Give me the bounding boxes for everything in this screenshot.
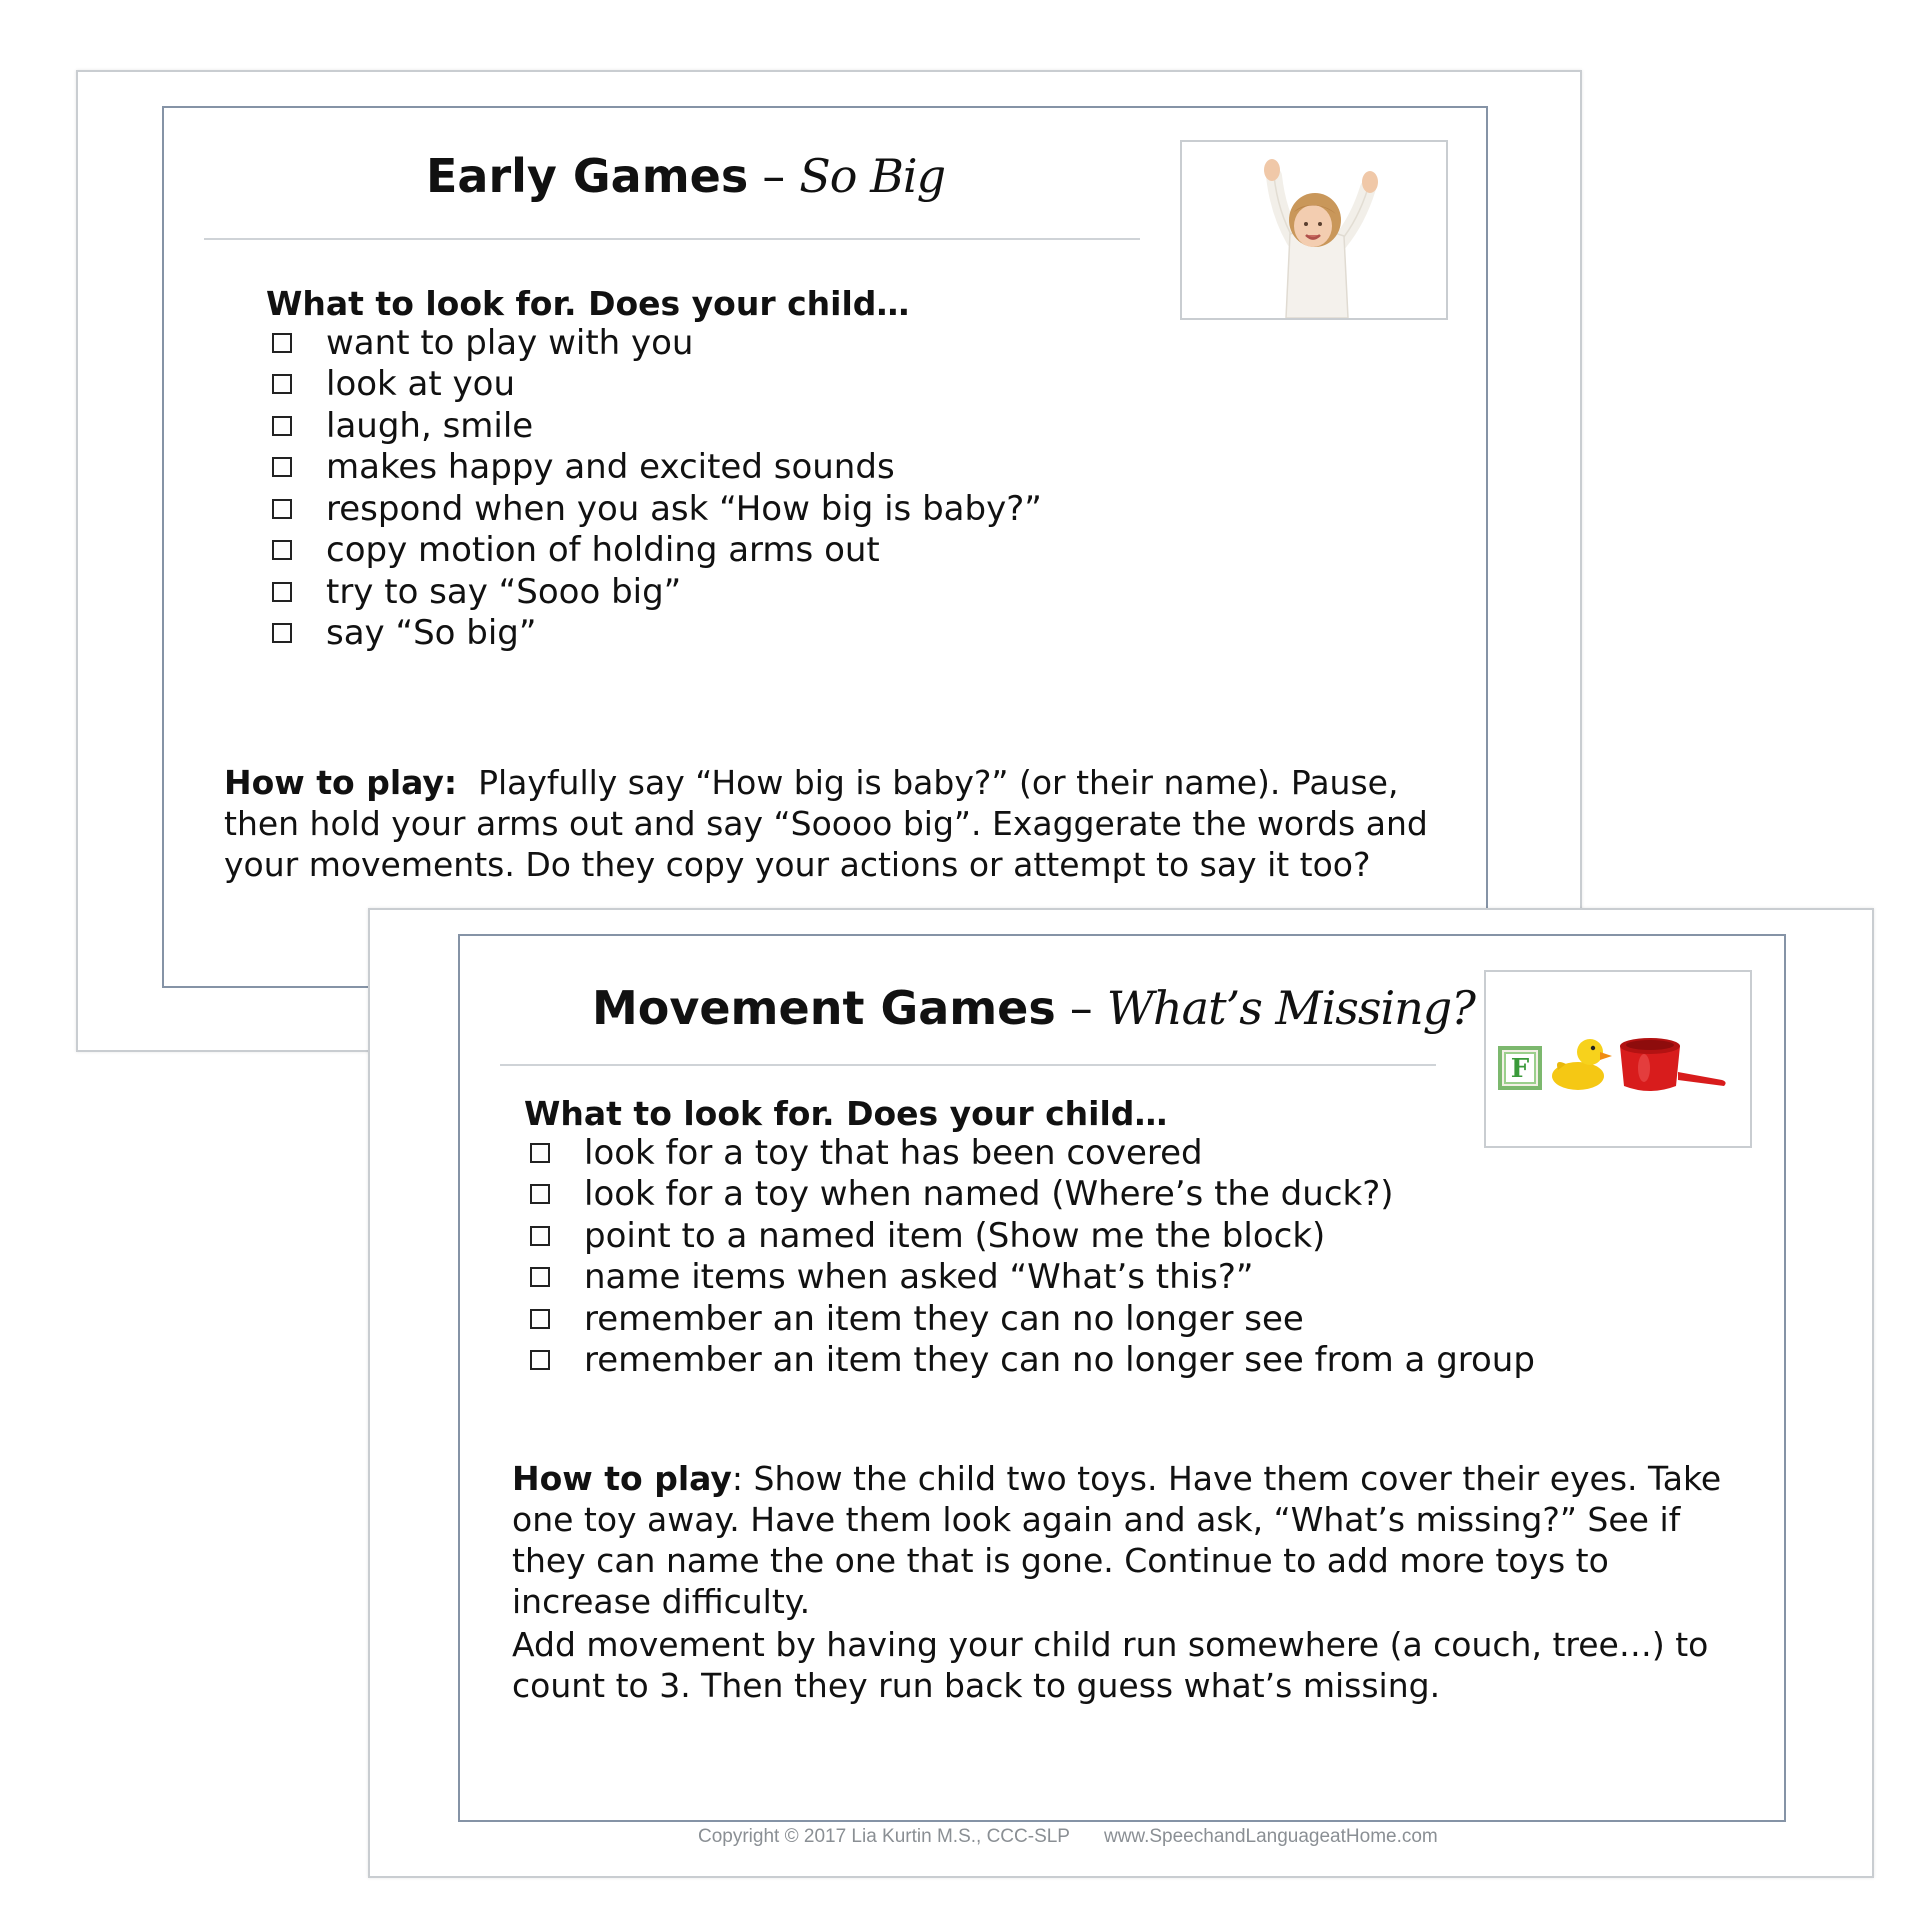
title-main: Movement Games [592,981,1056,1035]
checklist-item [526,1132,1535,1174]
checkbox[interactable] [530,1184,550,1204]
checkbox[interactable] [272,540,292,560]
checklist-item [526,1174,1535,1216]
checklist-item [526,1298,1535,1340]
checklist-item [268,364,1042,406]
checklist-item-label: look at you [326,364,515,405]
title-separator: – [1069,981,1093,1035]
movement-paragraph: Add movement by having your child run somewhere (a couch, tree…) to count to 3. Then they run back to guess what’s missing. [512,1625,1709,1705]
how-to-play [512,1458,1742,1622]
checklist-item-label: respond when you ask “How big is baby?” [326,488,1042,529]
title-divider [500,1064,1436,1066]
how-to-play-label: How to play [512,1459,732,1498]
look-for-heading: What to look for. Does your child… [524,1094,1168,1133]
child-arms-raised-photo [1180,140,1448,320]
checkbox[interactable] [530,1226,550,1246]
checklist-item-label: try to say “Sooo big” [326,571,682,612]
title-subtitle: What’s Missing? [1106,981,1475,1035]
checklist-item [268,405,1042,447]
checklist-item-label: look for a toy when named (Where’s the duck?) [584,1174,1394,1215]
checklist-item [526,1215,1535,1257]
checklist-item [526,1257,1535,1299]
how-to-play [224,762,1444,885]
title-main: Early Games [426,149,749,203]
checkbox[interactable] [530,1350,550,1370]
website-link[interactable]: www.SpeechandLanguageatHome.com [1103,1826,1438,1847]
checklist-item-label: makes happy and excited sounds [326,447,895,488]
checkbox[interactable] [272,333,292,353]
checklist-item [526,1340,1535,1382]
checklist-item-label: copy motion of holding arms out [326,530,880,571]
checkbox[interactable] [272,623,292,643]
checkbox[interactable] [272,374,292,394]
checklist-item [268,530,1042,572]
title-divider [204,238,1140,240]
checklist-item-label: remember an item they can no longer see from a group [584,1340,1535,1381]
checklist-item-label: laugh, smile [326,405,534,446]
checklist [526,1132,1535,1381]
how-to-play-text: Playfully say “How big is baby?” (or their name). Pause, then hold your arms out and say “Soooo big”. Exaggerate the words and your movements. Do they copy your actions or attempt to say it too? [224,763,1428,884]
checklist-item [268,571,1042,613]
checklist [268,322,1042,654]
card-title [592,980,1475,1036]
card-title [426,148,945,204]
title-separator: – [762,149,786,203]
footer [698,1826,1438,1848]
checklist-item-label: look for a toy that has been covered [584,1132,1203,1173]
copyright-text: Copyright © 2017 Lia Kurtin M.S., CCC-SLP [698,1826,1070,1847]
checkbox[interactable] [530,1143,550,1163]
early-games-card [76,70,1582,1052]
checklist-item-label: remember an item they can no longer see [584,1298,1304,1339]
checklist-item [268,613,1042,655]
checkbox[interactable] [530,1309,550,1329]
look-for-heading: What to look for. Does your child… [266,284,910,323]
title-subtitle: So Big [799,149,946,203]
checkbox[interactable] [530,1267,550,1287]
checkbox[interactable] [272,499,292,519]
checklist-item-label: say “So big” [326,613,537,654]
checklist-item-label: name items when asked “What’s this?” [584,1257,1254,1298]
how-to-play-text: : Show the child two toys. Have them cover their eyes. Take one toy away. Have them look again and ask, “What’s missing?” See if they can name the one that is gone. Continue to add more toys to increase difficulty. [512,1459,1722,1621]
checklist-item-label: want to play with you [326,322,694,363]
checkbox[interactable] [272,457,292,477]
checklist-item [268,447,1042,489]
checklist-item-label: point to a named item (Show me the block) [584,1215,1326,1256]
checkbox[interactable] [272,582,292,602]
checklist-item [268,322,1042,364]
checkbox[interactable] [272,416,292,436]
toys-block-duck-pot-photo [1484,970,1752,1148]
block-letter: F [1510,1054,1530,1084]
checklist-item [268,488,1042,530]
how-to-play-label: How to play: [224,763,458,802]
movement-games-card [368,908,1874,1878]
